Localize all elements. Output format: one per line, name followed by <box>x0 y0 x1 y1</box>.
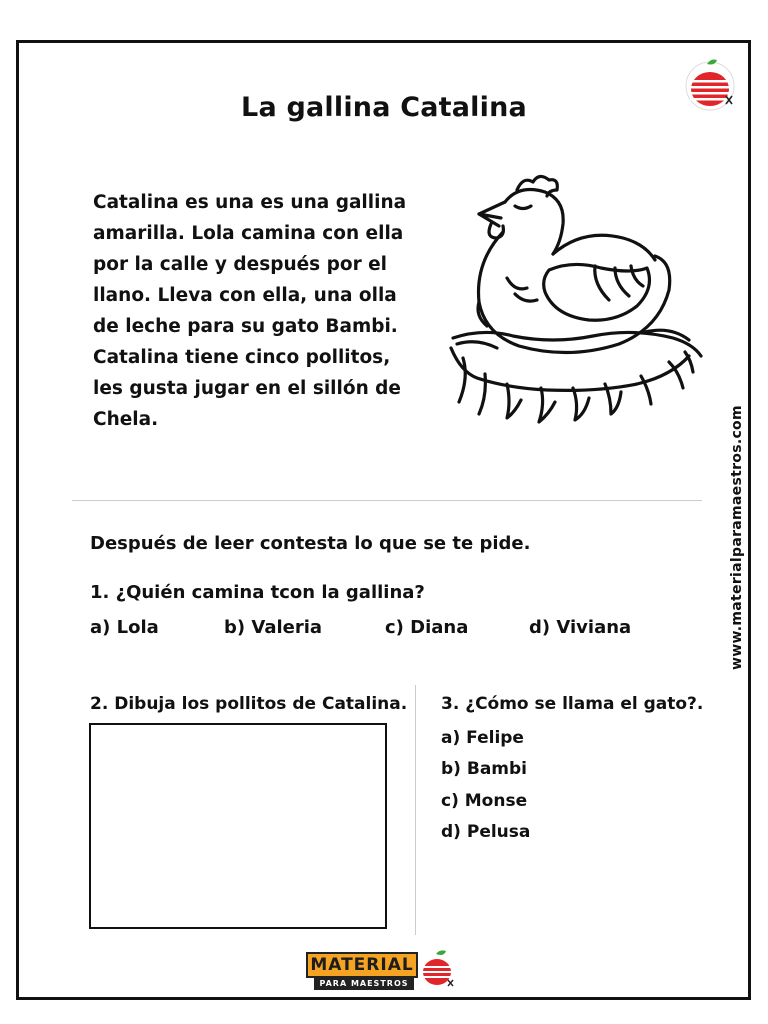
question-3: 3. ¿Cómo se llama el gato?. <box>441 694 704 714</box>
story-line: les gusta jugar en el sillón de <box>93 378 401 399</box>
question-1-option-b: b) Valeria <box>224 617 323 638</box>
story-line: amarilla. Lola camina con ella <box>93 223 404 244</box>
drawing-box[interactable] <box>89 723 387 929</box>
story-line: llano. Lleva con ella, una olla <box>93 285 397 306</box>
story-paragraph <box>93 187 443 435</box>
apple-icon <box>420 950 456 990</box>
question-3-option-b: b) Bambi <box>441 759 527 779</box>
question-1: 1. ¿Quién camina tcon la gallina? <box>90 582 425 603</box>
section-divider <box>72 500 702 501</box>
story-line: por la calle y después por el <box>93 254 388 275</box>
logo-subtitle: PARA MAESTROS <box>314 977 414 990</box>
question-3-option-a: a) Felipe <box>441 728 524 748</box>
material-para-maestros-logo <box>306 948 458 994</box>
story-line: Catalina es una es una gallina <box>93 192 407 213</box>
logo-word: MATERIAL <box>306 952 418 978</box>
question-1-option-d: d) Viviana <box>529 617 632 638</box>
question-1-option-a: a) Lola <box>90 617 159 638</box>
question-3-option-c: c) Monse <box>441 791 528 811</box>
question-2: 2. Dibuja los pollitos de Catalina. <box>90 694 408 714</box>
question-1-option-c: c) Diana <box>385 617 469 638</box>
story-line: Chela. <box>93 409 159 430</box>
instruction-text: Después de leer contesta lo que se te pide. <box>90 533 531 554</box>
question-3-option-d: d) Pelusa <box>441 822 531 842</box>
column-divider <box>415 685 416 935</box>
story-line: Catalina tiene cinco pollitos, <box>93 347 391 368</box>
story-line: de leche para su gato Bambi. <box>93 316 398 337</box>
hen-on-nest-illustration <box>445 162 710 447</box>
worksheet-title: La gallina Catalina <box>241 92 527 123</box>
website-url: www.materialparamaestros.com <box>729 405 745 670</box>
